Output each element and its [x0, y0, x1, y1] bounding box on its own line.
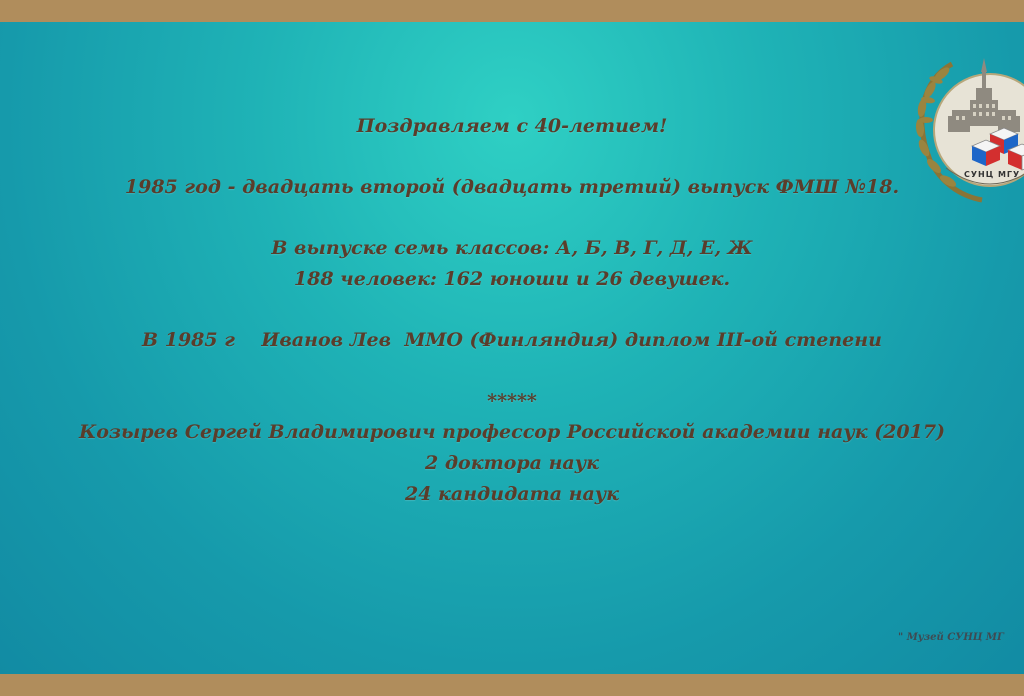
- olympiad-line: В 1985 г Иванов Лев ММО (Финляндия) диплом III-ой степени: [142, 329, 882, 351]
- sunc-msu-logo: [912, 50, 1024, 206]
- stars-separator: *****: [487, 390, 537, 412]
- logo-caption: СУНЦ МГУ: [964, 170, 1021, 179]
- footer-credit: " Музей СУНЦ МГ: [898, 632, 1004, 643]
- logo-emblem-icon: [912, 50, 1024, 206]
- classes-line: В выпуске семь классов: А, Б, В, Г, Д, Е, Ж: [271, 237, 753, 259]
- people-count-line: 188 человек: 162 юноши и 26 девушек.: [293, 268, 731, 290]
- graduation-year-line: 1985 год - двадцать второй (двадцать третий) выпуск ФМШ №18.: [124, 176, 900, 198]
- congrats-line: Поздравляем с 40-летием!: [356, 115, 668, 137]
- academic-line: Козырев Сергей Владимирович профессор Российской академии наук (2017): [78, 421, 946, 443]
- slide-board: [0, 22, 1024, 674]
- candidates-line: 24 кандидата наук: [404, 483, 620, 505]
- doctors-line: 2 доктора наук: [425, 452, 599, 474]
